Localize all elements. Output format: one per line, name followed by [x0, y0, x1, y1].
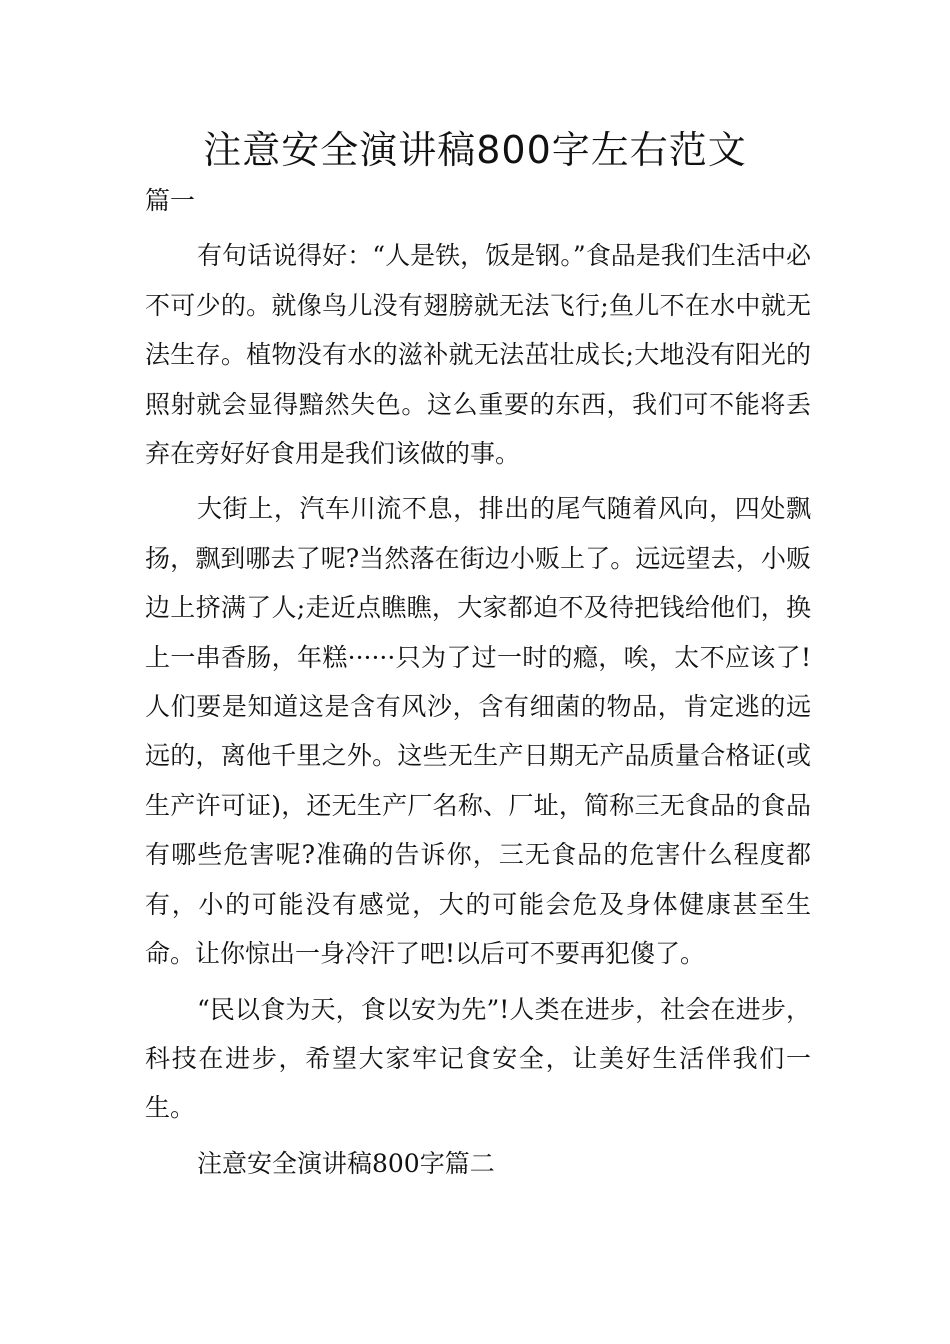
section-one-label: 篇一 — [145, 186, 196, 215]
document-body — [145, 176, 811, 1188]
paragraph-3: “民以食为天，食以安为先”!人类在进步，社会在进步，科技在进步，希望大家牢记食安全，让美好生活伴我们一生。 — [145, 994, 811, 1123]
paragraph-2: 大街上，汽车川流不息，排出的尾气随着风向，四处飘扬，飘到哪去了呢?当然落在街边小贩上了。远远望去，小贩边上挤满了人;走近点瞧瞧，大家都迫不及待把钱给他们，换上一串香肠，年糕······只为了过一时的瘾，唉，太不应该了!人们要是知道这是含有风沙，含有细菌的物品，肯定逃的远远的，离他千里之外。这些无生产日期无产品质量合格证(或生产许可证)，还无生产厂名称、厂址，简称三无食品的食品有哪些危害呢?准确的告诉你，三无食品的危害什么程度都有，小的可能没有感觉，大的可能会危及身体健康甚至生命。让你惊出一身冷汗了吧!以后可不要再犯傻了。 — [145, 494, 811, 969]
section-two-heading: 注意安全演讲稿800字篇二 — [197, 1148, 495, 1178]
document-title: 注意安全演讲稿800字左右范文 — [203, 128, 747, 172]
paragraph-1: 有句话说得好：“人是铁，饭是钢。”食品是我们生活中必不可少的。就像鸟儿没有翅膀就无法飞行;鱼儿不在水中就无法生存。植物没有水的滋补就无法茁壮成长;大地没有阳光的照射就会显得黯然失色。这么重要的东西，我们可不能将丢弃在旁好好食用是我们该做的事。 — [145, 241, 811, 469]
